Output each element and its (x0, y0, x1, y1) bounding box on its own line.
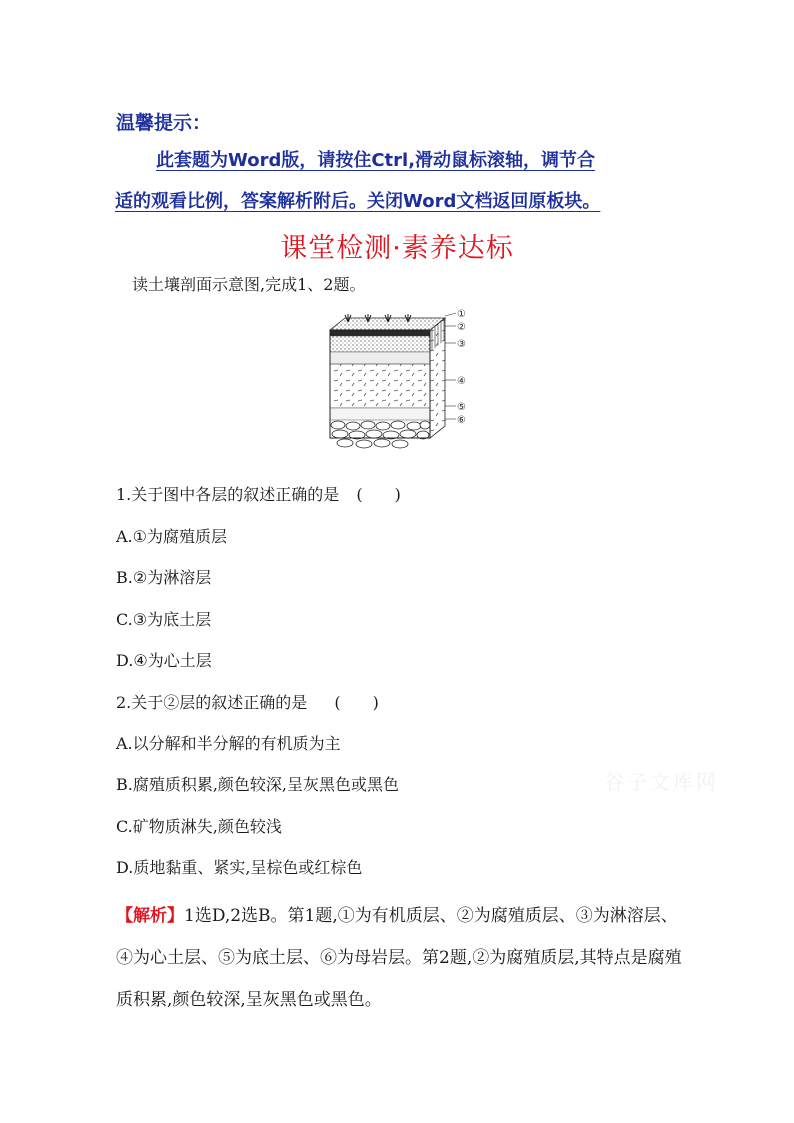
figure-label-6: ⑥ (457, 415, 466, 426)
figure-label-4: ④ (457, 376, 466, 387)
question-2-option-d: D.质地黏重、紧实,呈棕色或红棕色 (116, 858, 363, 877)
question-2-stem (116, 690, 379, 713)
question-1-stem (116, 482, 401, 505)
question-2-option-a: A.以分解和半分解的有机质为主 (116, 734, 341, 753)
tip-title: 温馨提示： (116, 112, 212, 134)
section-heading: 课堂检测·素养达标 (280, 233, 514, 264)
analysis-text: 1选D,2选B。第1题,①为有机质层、②为腐殖质层、③为淋溶层、④为心土层、⑤为底土层、⑥为母岩层。第2题,②为腐殖质层,其特点是腐殖质积累,颜色较深,呈灰黑色或黑色。 (116, 906, 682, 1010)
question-1-answer-blank: ( ) (356, 485, 401, 504)
tip-line-2: 适的观看比例，答案解析附后。关闭Word文档返回原板块。 (115, 191, 601, 212)
tip-line-1: 此套题为Word版，请按住Ctrl,滑动鼠标滚轴，调节合 (156, 150, 596, 171)
soil-profile-diagram (320, 308, 480, 468)
figure-label-5: ⑤ (457, 402, 466, 413)
soil-profile-figure (320, 308, 480, 468)
question-2-text: 2.关于②层的叙述正确的是 (116, 693, 308, 712)
question-2-answer-blank: ( ) (334, 693, 379, 712)
question-1-option-d: D.④为心土层 (116, 651, 212, 670)
watermark: 谷子文库网 (604, 770, 719, 794)
intro-text: 读土壤剖面示意图,完成1、2题。 (132, 275, 366, 294)
analysis-paragraph (116, 895, 686, 1021)
question-2-option-b: B.腐殖质积累,颜色较深,呈灰黑色或黑色 (116, 775, 400, 794)
figure-label-3: ③ (457, 339, 466, 350)
figure-label-1: ① (457, 309, 466, 320)
figure-label-2: ② (457, 322, 466, 333)
question-1-option-b: B.②为淋溶层 (116, 568, 212, 587)
question-2-option-c: C.矿物质淋失,颜色较浅 (116, 817, 282, 836)
question-1-option-a: A.①为腐殖质层 (116, 527, 227, 546)
analysis-tag: 【解析】 (116, 906, 184, 926)
question-1-option-c: C.③为底土层 (116, 610, 212, 629)
question-1-text: 1.关于图中各层的叙述正确的是 (116, 485, 340, 504)
